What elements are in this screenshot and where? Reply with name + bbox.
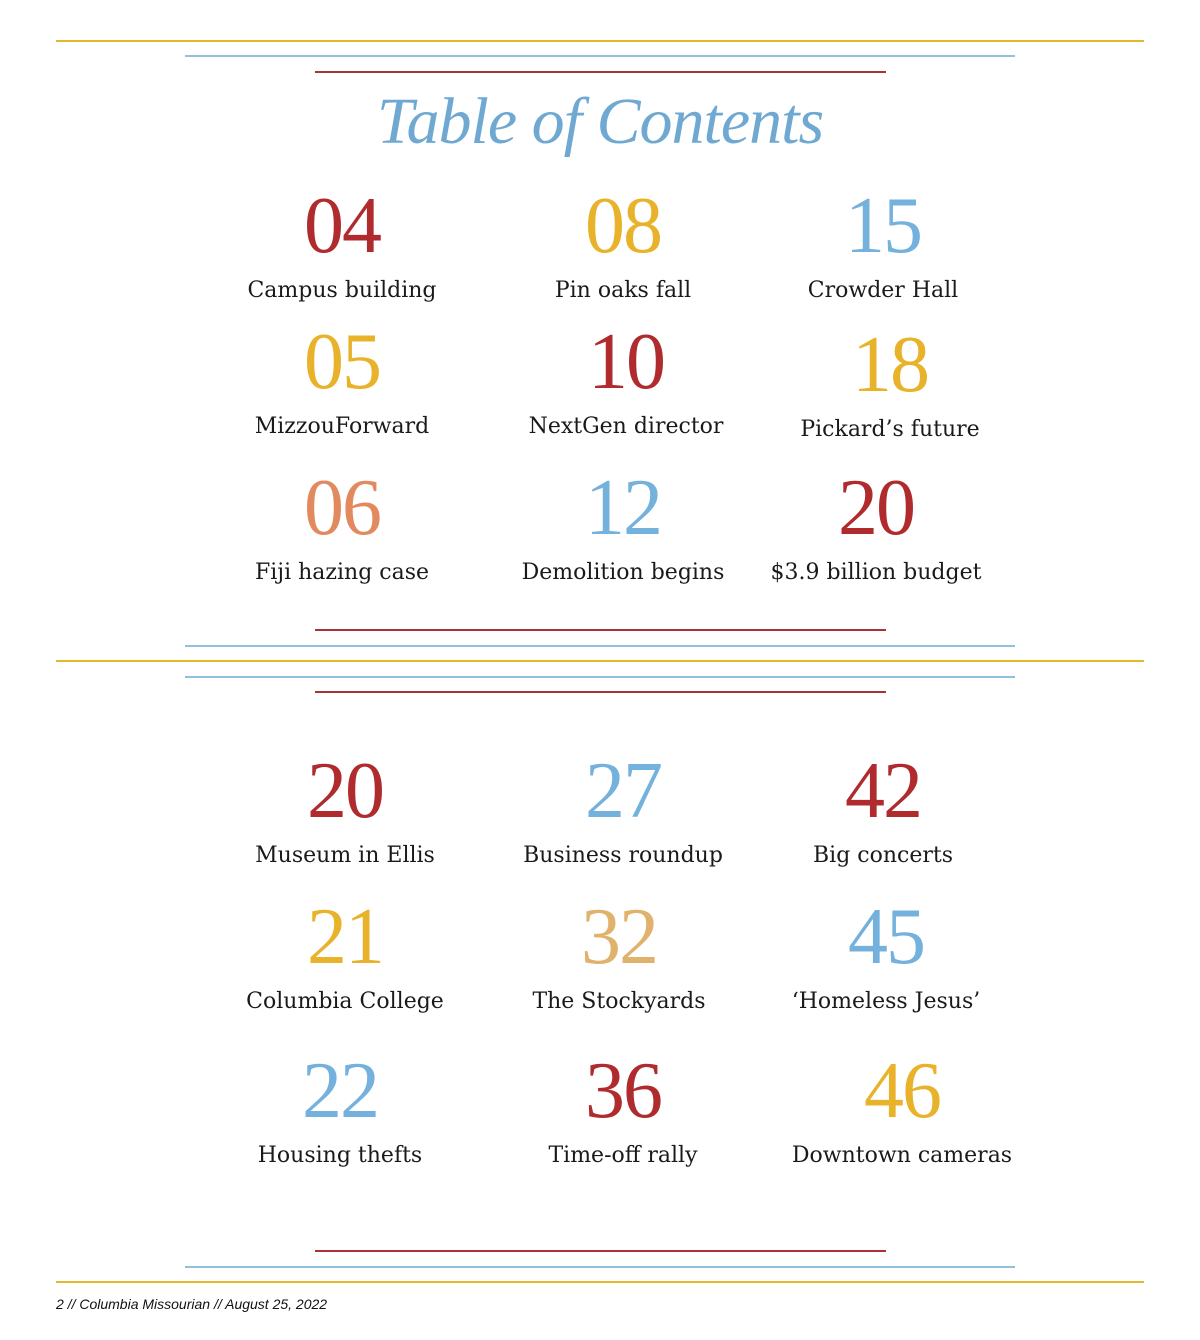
divider-blue-mid-upper (185, 645, 1015, 647)
toc-entry[interactable] (740, 321, 1040, 443)
divider-blue-bottom (185, 1266, 1015, 1268)
toc-entry[interactable] (733, 182, 1033, 304)
story-title: Housing thefts (257, 1143, 423, 1168)
toc-entry[interactable] (192, 318, 492, 440)
story-title: Crowder Hall (807, 278, 959, 303)
story-title: Pin oaks fall (554, 278, 692, 303)
page-number: 20 (838, 464, 914, 552)
toc-entry[interactable] (192, 464, 492, 586)
story-title: Demolition begins (521, 560, 725, 585)
toc-entry[interactable] (476, 318, 776, 440)
page-number: 22 (302, 1047, 378, 1135)
story-title: MizzouForward (254, 414, 430, 439)
story-title: Pickard’s future (800, 417, 980, 442)
page-number: 42 (845, 747, 921, 835)
page-number: 27 (585, 747, 661, 835)
story-title: Campus building (247, 278, 437, 303)
story-title: $3.9 billion budget (770, 560, 982, 585)
story-title: Columbia College (246, 989, 444, 1014)
story-title: ‘Homeless Jesus’ (791, 989, 981, 1014)
toc-entry[interactable] (469, 893, 769, 1015)
page-number: 20 (307, 747, 383, 835)
page-title: Table of Contents (376, 85, 824, 158)
toc-entry[interactable] (752, 1047, 1052, 1169)
toc-entry[interactable] (195, 893, 495, 1015)
story-title: Big concerts (812, 843, 953, 868)
toc-entry[interactable] (190, 1047, 490, 1169)
story-title: Business roundup (523, 843, 723, 868)
page-number: 21 (307, 893, 383, 981)
page-number: 45 (848, 893, 924, 981)
toc-entry[interactable] (726, 464, 1026, 586)
page-number: 46 (864, 1047, 940, 1135)
divider-gold-mid (56, 660, 1144, 662)
divider-red-bottom (315, 1250, 886, 1252)
divider-gold-top (56, 40, 1144, 42)
story-title: Fiji hazing case (254, 560, 430, 585)
story-title: NextGen director (528, 414, 724, 439)
divider-red-mid-lower (315, 691, 886, 693)
page-number: 36 (585, 1047, 661, 1135)
page-number: 05 (304, 318, 380, 406)
story-title: Museum in Ellis (255, 843, 435, 868)
page-number: 08 (585, 182, 661, 270)
divider-blue-mid-lower (185, 676, 1015, 678)
toc-entry[interactable] (195, 747, 495, 869)
toc-entry[interactable] (733, 747, 1033, 869)
page-footer: 2 // Columbia Missourian // August 25, 2022 (56, 1296, 328, 1312)
page-number: 12 (585, 464, 661, 552)
divider-red-mid-upper (315, 629, 886, 631)
story-title: The Stockyards (532, 989, 706, 1014)
page-number: 04 (304, 182, 380, 270)
divider-red-top (315, 71, 886, 73)
page-number: 06 (304, 464, 380, 552)
divider-blue-top (185, 55, 1015, 57)
toc-entry[interactable] (473, 1047, 773, 1169)
toc-entry[interactable] (473, 747, 773, 869)
divider-gold-bottom (56, 1281, 1144, 1283)
page-number: 15 (845, 182, 921, 270)
toc-entry[interactable] (473, 182, 773, 304)
page-number: 32 (581, 893, 657, 981)
story-title: Downtown cameras (791, 1143, 1013, 1168)
page-number: 18 (852, 321, 928, 409)
toc-entry[interactable] (192, 182, 492, 304)
page-number: 10 (588, 318, 664, 406)
story-title: Time-off rally (548, 1143, 698, 1168)
toc-entry[interactable] (736, 893, 1036, 1015)
